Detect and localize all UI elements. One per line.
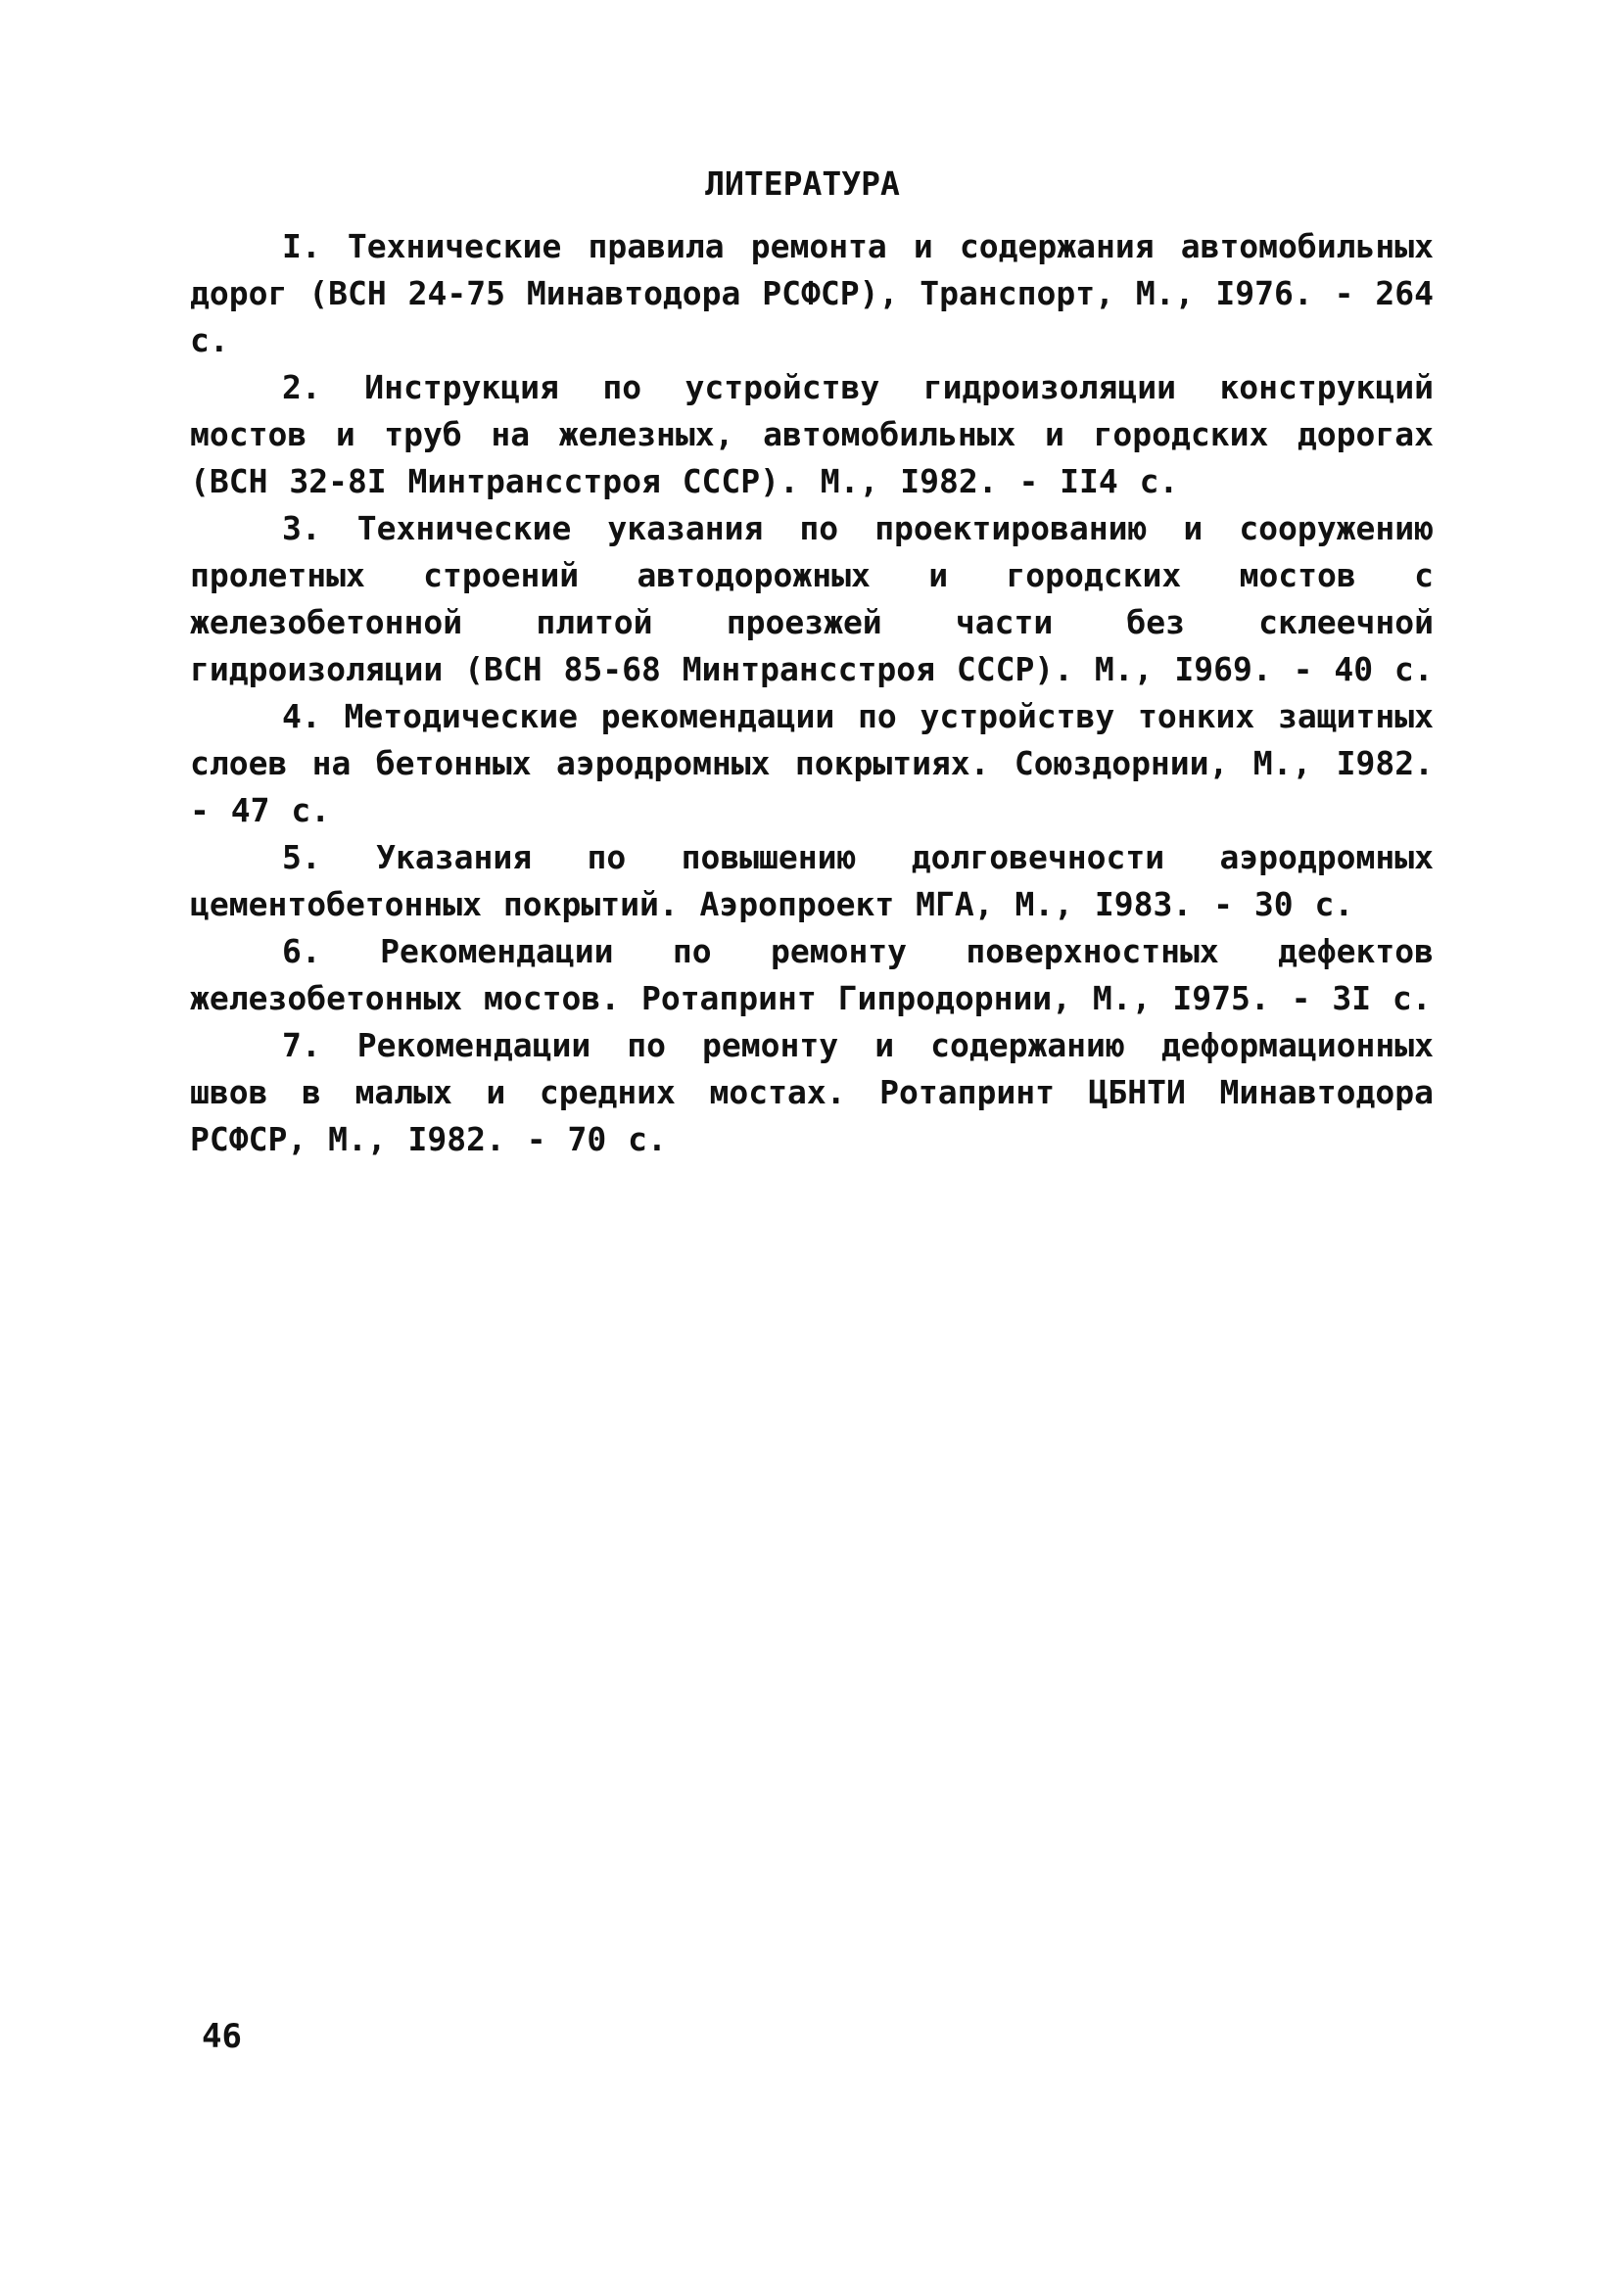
reference-list — [190, 223, 1434, 1163]
reference-item-5: 5. Указания по повышению долговечности аэродромных цементобетонных покрытий. Аэропроект МГА, М., I983. - 30 с. — [190, 838, 1434, 923]
reference-item-1: I. Технические правила ремонта и содержания автомобильных дорог (ВСН 24-75 Минавтодора РСФСР), Транспорт, М., I976. - 264 с. — [190, 227, 1434, 359]
reference-item-3: 3. Технические указания по проектированию и сооружению пролетных строений автодорожных и городских мостов с железобетонной плитой проезжей части без склеечной гидроизоляции (ВСН 85-68 Минтрансстроя СССР). М., I969. - 40 с. — [190, 509, 1434, 688]
reference-item-6: 6. Рекомендации по ремонту поверхностных дефектов железобетонных мостов. Ротапринт Гипродорнии, М., I975. - 3I с. — [190, 932, 1434, 1017]
page-number: 46 — [202, 2017, 242, 2056]
page-heading: ЛИТЕРАТУРА — [705, 164, 900, 203]
reference-item-2: 2. Инструкция по устройству гидроизоляции конструкций мостов и труб на железных, автомобильных и городских дорогах (ВСН 32-8I Минтрансстроя СССР). М., I982. - II4 с. — [190, 368, 1434, 500]
reference-item-7: 7. Рекомендации по ремонту и содержанию деформационных швов в малых и средних мостах. Ротапринт ЦБНТИ Минавтодора РСФСР, М., I982. - 70 с. — [190, 1026, 1434, 1158]
reference-item-4: 4. Методические рекомендации по устройству тонких защитных слоев на бетонных аэродромных покрытиях. Союздорнии, М., I982. - 47 с. — [190, 697, 1434, 829]
